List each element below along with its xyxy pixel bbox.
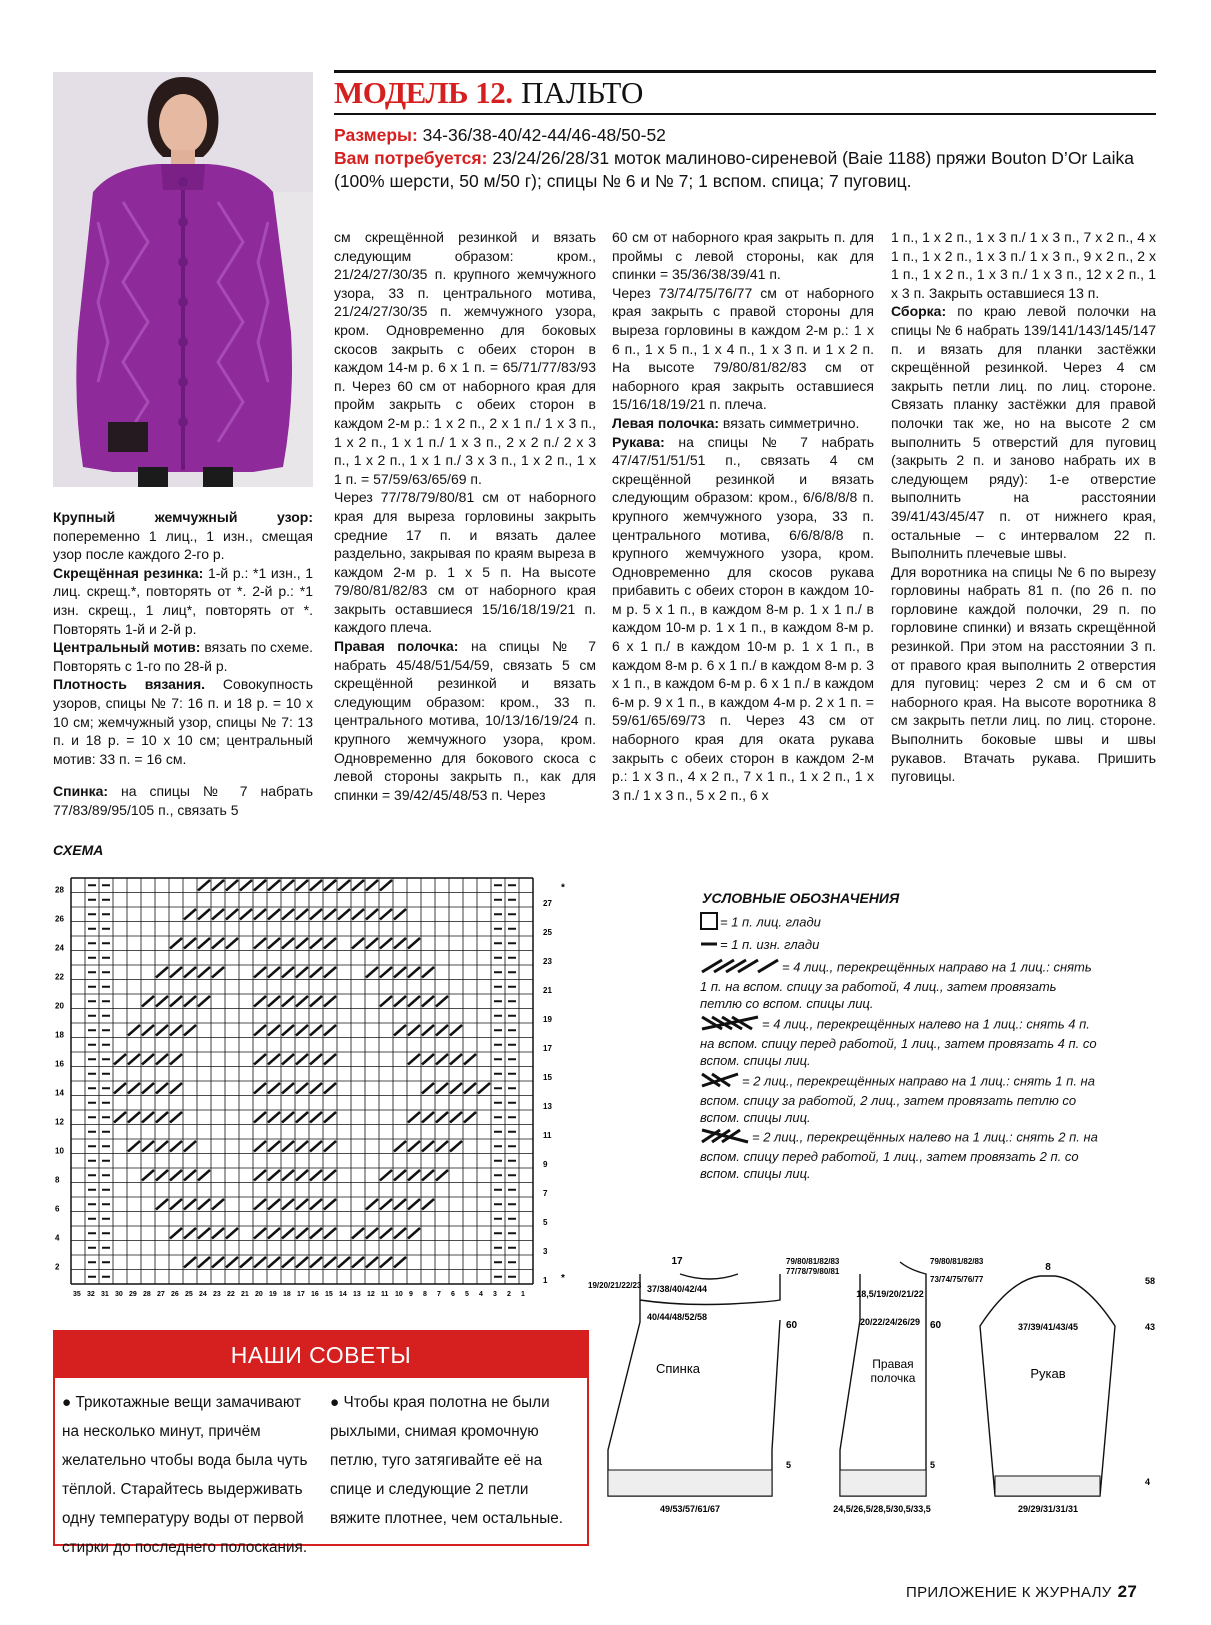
front-right-measure-3: 60 xyxy=(930,1320,942,1331)
chart-col-number: 16 xyxy=(311,1291,319,1297)
chart-col-number: 9 xyxy=(409,1291,413,1297)
paragraph xyxy=(53,638,313,675)
chart-col-number: 26 xyxy=(171,1291,179,1297)
chart-col-number: 15 xyxy=(325,1291,333,1297)
sleeve-label: Рукав xyxy=(1030,1366,1066,1381)
paragraph-text: на спицы № 7 набрать 45/48/51/54/59, связать 5 см скрещённой резинкой и вязать следующим образом: кром., 33 п. центрального мотива, 10/13/16/19/24 п. крупного жемчужного узора, кром. Одновременно для бокового скоса с левой стороны закрыть п., как для спинки = 39/42/45/48/53 п. Через xyxy=(334,638,596,803)
paragraph-text: по краю левой полочки на спицы № 6 набрать 139/141/143/145/147 п. и вязать для планки застёжки скрещённой резинкой. Через 4 см закрыть петли лиц. по лиц. стороне. Связать планку застёжки для правой полочки так же, но на высоте 2 см выполнить 5 отверстий для пуговиц (закрыть 2 п. и заново набрать их в следующем ряду): 1-е отверстие выполнить на расстоянии 39/41/43/45/47 п. от нижнего края, остальные – с интервалом 22 п. Выполнить плечевые швы. xyxy=(891,303,1156,562)
chart-col-number: 12 xyxy=(367,1291,375,1297)
chart-col-number: 23 xyxy=(213,1291,221,1297)
title-rule-top xyxy=(334,70,1156,73)
paragraph xyxy=(53,782,313,819)
chart-col-number: 31 xyxy=(101,1291,109,1297)
chart-row-number: 9 xyxy=(543,1160,548,1169)
sleeve-bottom-measure: 29/29/31/31/31 xyxy=(1017,1504,1079,1514)
chart-col-number: 10 xyxy=(395,1291,403,1297)
model-name: ПАЛЬТО xyxy=(521,75,644,110)
back-ribbing xyxy=(608,1470,772,1496)
front-ribbing xyxy=(840,1470,926,1496)
paragraph-text: Через 77/78/79/80/81 см от наборного края для выреза горловины закрыть средние 17 п. и вязать далее раздельно, закрывая по краям выреза в каждом 2-м р. 1 x 5 п. На высоте 79/80/81/82/83 см от наборного края закрыть оставшиеся 15/16/18/19/21 п. каждого плеча. xyxy=(334,489,596,636)
back-bottom-measure: 49/53/57/61/67 xyxy=(659,1504,721,1514)
chart-row-number: 23 xyxy=(543,957,552,966)
chart-row-number: 16 xyxy=(55,1059,64,1069)
sleeve-top-measure: 8 xyxy=(1045,1262,1051,1273)
chart-row-number: 6 xyxy=(55,1204,60,1214)
chart-col-number: 32 xyxy=(87,1291,95,1297)
chart-row-number: 18 xyxy=(55,1030,64,1040)
sizes-label: Размеры: xyxy=(334,125,418,145)
front-right-measure-4: 5 xyxy=(930,1460,936,1470)
paragraph-text: 1 п., 1 x 2 п., 1 x 3 п./ 1 x 3 п., 7 x 2 п., 4 x 1 п., 1 x 2 п., 1 x 3 п./ 1 x 3 п., 9 x 2 п., 2 x 1 п., 1 x 2 п., 1 x 3 п./ 1 x 3 п., 12 x 2 п., 1 x 3 п. Закрыть оставшиеся 13 п. xyxy=(891,229,1156,301)
cable-right-4-icon xyxy=(700,958,780,978)
text-column-2 xyxy=(334,228,596,804)
front-bottom-measure: 24,5/26,5/28,5/30,5/33,5 xyxy=(833,1504,931,1514)
chart-row-number: 26 xyxy=(55,914,64,924)
sleeve-right-measure-1: 58 xyxy=(1145,1276,1156,1286)
chart-col-number: 7 xyxy=(437,1291,441,1297)
back-outline xyxy=(608,1274,780,1496)
paragraph-text: попеременно 1 лиц., 1 изн., смещая узор после каждого 2-го р. xyxy=(53,527,313,563)
chart-col-number: 4 xyxy=(479,1291,483,1297)
paragraph-text: см скрещённой резинкой и вязать следующим образом: кром., 21/24/27/30/35 п. крупного жемчужного узора, 33 п. центрального мотива, 21/24/27/30/35 п. жемчужного узора, кром. Одновременно для боковых скосов закрыть с обеих сторон в каждом 14-м р. 6 x 1 п. = 65/71/77/83/93 п. Через 60 см от наборного края для пройм закрыть с обеих сторон в каждом 2-м р.: 1 x 2 п., 2 x 1 п./ 1 x 3 п., 1 x 2 п., 1 x 1 п./ 1 x 3 п., 2 x 2 п./ 2 x 3 п., 1 x 2 п., 1 x 1 п./ 3 x 3 п., 1 x 2 п., 1 x 1 п. = 57/59/63/65/69 п. xyxy=(334,229,596,487)
schema-label: СХЕМА xyxy=(53,842,104,858)
chart-col-number: 14 xyxy=(339,1291,347,1297)
paragraph xyxy=(53,675,313,768)
bullet-icon: ● xyxy=(330,1394,340,1411)
model-number: МОДЕЛЬ 12. xyxy=(334,75,513,110)
legend-item-cable-2-right: = 2 лиц., перекрещённых направо на 1 лиц.: снять 1 п. на вспом. спицу за работой, 2 лиц., затем провязать петлю со вспом. спицы лиц. xyxy=(700,1073,1095,1125)
back-top-measure: 17 xyxy=(671,1256,683,1267)
knit-stitch-icon xyxy=(700,912,718,934)
legend-item-cable-4-right: = 4 лиц., перекрещённых направо на 1 лиц.: снять 1 п. на вспом. спицу за работой, 4 лиц., затем провязать петлю со вспом. спицы лиц. xyxy=(700,959,1092,1011)
advice-tip-2: ● Чтобы края полотна не были рыхлыми, снимая кромочную петлю, туго затягивайте её на спице и следующие 2 петли вяжите плотнее, чем остальные. xyxy=(330,1394,563,1527)
paragraph-heading: Скрещённая резинка: xyxy=(53,564,204,581)
page-title xyxy=(334,74,643,112)
back-right-measure-2: 77/78/79/80/81 xyxy=(786,1267,840,1276)
need-label: Вам потребуется: xyxy=(334,148,488,168)
front-right-measure-1: 79/80/81/82/83 xyxy=(930,1257,984,1266)
chart-row-number: 15 xyxy=(543,1073,552,1082)
front-label-2: полочка xyxy=(870,1371,916,1385)
cable-left-4-icon xyxy=(700,1015,760,1035)
page-number: 27 xyxy=(1117,1582,1138,1601)
chart-row-number: 7 xyxy=(543,1189,548,1198)
cable-right-2-icon xyxy=(700,1072,740,1092)
sizes-value: 34-36/38-40/42-44/46-48/50-52 xyxy=(422,125,666,145)
front-label-1: Правая xyxy=(872,1357,914,1371)
advice-title: НАШИ СОВЕТЫ xyxy=(55,1332,587,1378)
chart-col-number: 29 xyxy=(129,1291,137,1297)
pattern-schematics xyxy=(560,1240,1180,1540)
paragraph-heading: Крупный жемчужный узор: xyxy=(53,509,313,525)
chart-row-number: 25 xyxy=(543,928,552,937)
chart-row-number: 28 xyxy=(55,885,64,895)
chart-col-number: 19 xyxy=(269,1291,277,1297)
paragraph-text: вязать симметрично. xyxy=(719,414,860,431)
paragraph xyxy=(53,564,313,638)
chart-col-number: 21 xyxy=(241,1291,249,1297)
chart-col-number: 28 xyxy=(143,1291,151,1297)
text-column-3 xyxy=(612,228,874,804)
chart-row-number: 13 xyxy=(543,1102,552,1111)
bullet-icon: ● xyxy=(62,1394,72,1411)
chart-row-number: 10 xyxy=(55,1146,64,1156)
paragraph xyxy=(612,284,874,414)
chart-row-number: 24 xyxy=(55,943,64,953)
legend-title: УСЛОВНЫЕ ОБОЗНАЧЕНИЯ xyxy=(702,890,900,906)
paragraph-text: Через 73/74/75/76/77 см от наборного края закрыть с правой стороны для выреза горловины в каждом 2-м р.: 1 x 6 п., 1 x 5 п., 1 x 4 п., 1 x 3 п. и 1 x 2 п. На высоте 79/80/81/82/83 см от наборного края закрыть оставшиеся 15/16/18/19/21 п. плеча. xyxy=(612,284,874,413)
legend-item-cable-4-left: = 4 лиц., перекрещённых налево на 1 лиц.: снять 4 п. на вспом. спицу перед работой, 1 лиц., затем провязать 4 п. со вспом. спицы лиц. xyxy=(700,1016,1097,1068)
chart-row-number: 14 xyxy=(55,1088,64,1098)
chart-col-number: 22 xyxy=(227,1291,235,1297)
chart-col-number: 2 xyxy=(507,1291,511,1297)
chart-col-number: 11 xyxy=(381,1291,389,1297)
model-photo xyxy=(53,72,313,487)
chart-row-number: 12 xyxy=(55,1117,64,1127)
paragraph xyxy=(612,433,874,805)
paragraph xyxy=(612,414,874,433)
chart-col-number: 6 xyxy=(451,1291,455,1297)
paragraph-heading: Правая полочка: xyxy=(334,638,459,655)
chart-col-number: 18 xyxy=(283,1291,291,1297)
paragraph xyxy=(334,637,596,804)
chart-col-number: 25 xyxy=(185,1291,193,1297)
title-rule-bottom xyxy=(334,113,1156,115)
paragraph-text: вязать по схеме. Повторять с 1-го по 28-й р. xyxy=(53,639,313,674)
back-label: Спинка xyxy=(655,1361,701,1376)
legend-item-cable-2-left: = 2 лиц., перекрещённых налево на 1 лиц.: снять 2 п. на вспом. спицу перед работой, 1 лиц., затем провязать 2 п. со вспом. спицы лиц. xyxy=(700,1129,1098,1181)
sleeve-ribbing xyxy=(995,1476,1100,1496)
cable-marks xyxy=(114,880,490,1268)
paragraph-heading: Сборка: xyxy=(891,303,947,320)
paragraph-heading: Спинка: xyxy=(53,783,109,800)
paragraph-text: 1-й р.: *1 изн., 1 лиц. скрещ.*, повторять от *. 2-й р.: *1 изн. скрещ., 1 лиц*, повторять от *. Повторять 1-й и 2-й р. xyxy=(53,564,313,637)
paragraph-text: 60 см от наборного края закрыть п. для проймы с левой стороны, как для спинки = 35/36/38/39/41 п. xyxy=(612,229,874,283)
chart-row-number: 27 xyxy=(543,899,552,908)
paragraph xyxy=(334,488,596,637)
chart-col-number: 3 xyxy=(493,1291,497,1297)
chart-row-number: 1 xyxy=(543,1276,548,1285)
chart-row-number: 4 xyxy=(55,1233,60,1243)
paragraph-heading: Центральный мотив: xyxy=(53,639,201,656)
chart-row-number: 20 xyxy=(55,1001,64,1011)
chart-col-number: 35 xyxy=(73,1291,81,1297)
chart-col-number: 5 xyxy=(465,1291,469,1297)
chart-row-number: 17 xyxy=(543,1044,552,1053)
need-value: 23/24/26/28/31 моток малиново-сиреневой (Baie 1188) пряжи Bouton D’Or Laika (100% шерсти, 50 м/50 г); спицы № 6 и № 7; 1 вспом. спица; 7 пуговиц. xyxy=(334,148,1134,191)
paragraph xyxy=(53,508,313,564)
back-chest-measure: 40/44/48/52/58 xyxy=(646,1312,708,1322)
legend-item-knit: = 1 п. лиц. глади xyxy=(700,912,1100,934)
chart-row-number: 21 xyxy=(543,986,552,995)
knitting-chart xyxy=(53,872,613,1297)
chart-col-number: 13 xyxy=(353,1291,361,1297)
page-footer xyxy=(906,1582,1137,1602)
advice-tip-1: ● Трикотажные вещи замачивают на несколько минут, причём желательно чтобы вода была чуть тёплой. Старайтесь выдерживать одну температуру воды от первой стирки до последнего полоскания. xyxy=(62,1394,308,1556)
legend-item-purl: = 1 п. изн. глади xyxy=(700,936,1100,954)
back-neck-measure: 37/38/40/42/44 xyxy=(646,1284,708,1294)
chart-col-number: 24 xyxy=(199,1291,207,1297)
paragraph-text: Совокупность узоров, спицы № 7: 16 п. и 18 р. = 10 x 10 см; жемчужный узор, спицы № 7: 13 п. и 18 р. = 10 x 10 см; центральный мотив: 33 п. = 16 см. xyxy=(53,676,313,767)
footer-text: ПРИЛОЖЕНИЕ К ЖУРНАЛУ xyxy=(906,1584,1112,1601)
chart-row-number: 19 xyxy=(543,1015,552,1024)
paragraph-heading: Рукава: xyxy=(612,433,665,450)
chart-row-number: 8 xyxy=(55,1175,60,1185)
front-right-measure-2: 73/74/75/76/77 xyxy=(930,1275,984,1284)
chart-star: * xyxy=(561,1273,565,1284)
chart-col-number: 1 xyxy=(521,1291,525,1297)
paragraph-text: на спицы № 7 набрать 77/83/89/95/105 п., связать 5 xyxy=(53,783,313,818)
chart-col-number: 17 xyxy=(297,1291,305,1297)
sleeve-right-measure-3: 4 xyxy=(1145,1477,1151,1487)
chart-col-number: 30 xyxy=(115,1291,123,1297)
paragraph xyxy=(334,228,596,488)
back-right-measure-3: 60 xyxy=(786,1320,798,1331)
chart-col-number: 27 xyxy=(157,1291,165,1297)
purl-stitch-icon xyxy=(700,937,718,954)
chart-row-number: 11 xyxy=(543,1131,552,1140)
chart-grid xyxy=(71,878,533,1284)
paragraph-text: Для воротника на спицы № 6 по вырезу горловины набрать 81 п. (по 26 п. по горловине каждой полочки, 29 п. по горловине спинки) и вязать скрещённой резинкой. При этом на расстоянии 3 п. от правого края выполнить 2 отверстия для пуговиц: через 2 см и 6 см от наборного края. На высоте воротника 8 см закрыть петли лиц. по лиц. стороне. Выполнить боковые швы и швы рукавов. Втачать рукава. Пришить пуговицы. xyxy=(891,563,1156,785)
chart-star: * xyxy=(561,882,565,894)
paragraph xyxy=(612,228,874,284)
chart-row-number: 3 xyxy=(543,1247,548,1256)
back-right-measure-1: 79/80/81/82/83 xyxy=(786,1257,840,1266)
paragraph-text: на спицы № 7 набрать 47/47/51/51/51 п., связать 4 см скрещённой резинкой и вязать следующим образом: кром., 6/6/8/8/8 п. крупного жемчужного узора, 33 п. центрального мотива, 6/6/8/8/8 п. крупного жемчужного узора, кром. Одновременно для скосов рукава прибавить с обеих сторон в каждом 10-м р. 5 x 1 п., в каждом 8-м р. 1 x 1 п./ в каждом 10-м р. 1 x 1 п., в каждом 8-м р. 6 x 1 п./ в каждом 10-м р. 1 x 1 п., в каждом 8-м р. 6 x 1 п./ в каждом 8-м р. 3 x 1 п., в каждом 6-м р. 6 x 1 п./ в каждом 6-м р. 9 x 1 п., в каждом 4-м р. 2 x 1 п. = 59/61/65/69/73 п. Через 43 см от наборного края для оката рукава закрыть с обеих сторон в каждом 2-м р.: 1 x 3 п., 4 x 2 п., 7 x 1 п., 1 x 2 п., 1 x 3 п./ 1 x 3 п., 5 x 2 п., 6 x xyxy=(612,433,874,803)
front-top-measure-2: 20/22/24/26/29 xyxy=(859,1317,921,1327)
sleeve-mid-measure: 37/39/41/43/45 xyxy=(1017,1322,1079,1332)
sleeve-right-measure-2: 43 xyxy=(1145,1322,1156,1332)
requirements xyxy=(334,124,1156,193)
paragraph xyxy=(891,302,1156,562)
back-right-measure-4: 5 xyxy=(786,1460,792,1470)
chart-row-number: 5 xyxy=(543,1218,548,1227)
chart-col-number: 20 xyxy=(255,1291,263,1297)
paragraph xyxy=(891,228,1156,302)
chart-col-number: 8 xyxy=(423,1291,427,1297)
cable-left-2-icon xyxy=(700,1128,750,1148)
chart-row-number: 22 xyxy=(55,972,64,982)
paragraph-heading: Плотность вязания. xyxy=(53,676,206,693)
paragraph xyxy=(891,563,1156,786)
chart-row-number: 2 xyxy=(55,1262,60,1272)
front-top-measure-1: 18,5/19/20/21/22 xyxy=(856,1289,924,1299)
text-column-1 xyxy=(53,508,313,820)
paragraph-heading: Левая полочка: xyxy=(612,414,720,431)
sleeve-outline xyxy=(980,1276,1115,1496)
text-column-4 xyxy=(891,228,1156,786)
back-left-measure: 19/20/21/22/23 xyxy=(588,1281,642,1290)
